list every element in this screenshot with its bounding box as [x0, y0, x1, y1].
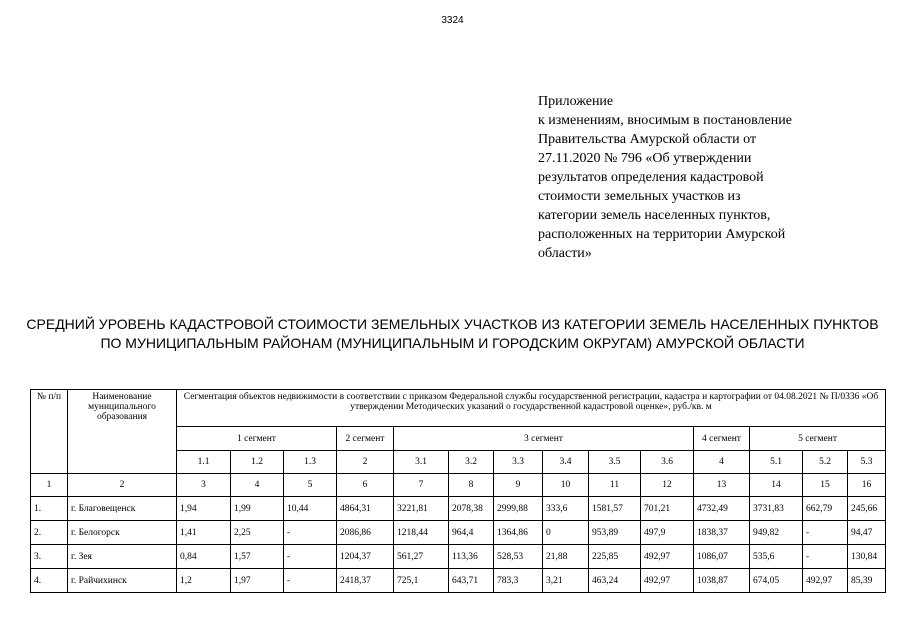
subsegment-3-5: 3.5	[589, 451, 641, 474]
table-cell: 1,94	[177, 497, 231, 521]
table-cell: 1086,07	[694, 545, 750, 569]
table-cell: 2.	[31, 521, 68, 545]
table-cell: 113,36	[449, 545, 494, 569]
table-cell: 3731,83	[750, 497, 803, 521]
table-cell: -	[284, 545, 337, 569]
table-cell: 1,41	[177, 521, 231, 545]
subsegment-1-3: 1.3	[284, 451, 337, 474]
table-cell: 2418,37	[337, 569, 394, 593]
column-number: 7	[394, 474, 449, 497]
column-number: 15	[803, 474, 848, 497]
subsegment-5-3: 5.3	[848, 451, 886, 474]
subsegment-2: 2	[337, 451, 394, 474]
header-row-number: № п/п	[31, 390, 68, 474]
table-cell: 463,24	[589, 569, 641, 593]
table-cell: г. Белогорск	[68, 521, 177, 545]
table-cell: 4.	[31, 569, 68, 593]
table-cell: 10,44	[284, 497, 337, 521]
table-cell: 701,21	[641, 497, 694, 521]
table-cell: 1038,87	[694, 569, 750, 593]
header-segment-5: 5 сегмент	[750, 427, 886, 451]
table-cell: 3.	[31, 545, 68, 569]
table-cell: 245,66	[848, 497, 886, 521]
header-municipality-name: Наименование муниципального образования	[68, 390, 177, 474]
subsegment-3-4: 3.4	[543, 451, 589, 474]
table-cell: 528,53	[494, 545, 543, 569]
table-cell: 4864,31	[337, 497, 394, 521]
column-number: 9	[494, 474, 543, 497]
cadastral-value-table	[30, 389, 886, 593]
table-cell: 2,25	[231, 521, 284, 545]
table-cell: 1,57	[231, 545, 284, 569]
table-cell: 492,97	[803, 569, 848, 593]
column-number: 5	[284, 474, 337, 497]
subsegment-3-6: 3.6	[641, 451, 694, 474]
column-number: 13	[694, 474, 750, 497]
table-cell: 492,97	[641, 545, 694, 569]
header-segment-4: 4 сегмент	[694, 427, 750, 451]
table-cell: 2078,38	[449, 497, 494, 521]
table-cell: 21,88	[543, 545, 589, 569]
table-cell: 492,97	[641, 569, 694, 593]
subsegment-4: 4	[694, 451, 750, 474]
column-number: 4	[231, 474, 284, 497]
table-cell: г. Райчихинск	[68, 569, 177, 593]
table-cell: -	[284, 521, 337, 545]
table-cell: 225,85	[589, 545, 641, 569]
table-cell: 0	[543, 521, 589, 545]
table-cell: 1204,37	[337, 545, 394, 569]
column-numbers-row	[31, 474, 886, 497]
subsegment-5-1: 5.1	[750, 451, 803, 474]
table-cell: 497,9	[641, 521, 694, 545]
column-number: 3	[177, 474, 231, 497]
table-cell: -	[803, 545, 848, 569]
table-cell: 674,05	[750, 569, 803, 593]
column-number: 8	[449, 474, 494, 497]
subsegment-5-2: 5.2	[803, 451, 848, 474]
subsegment-1-2: 1.2	[231, 451, 284, 474]
column-number: 14	[750, 474, 803, 497]
table-cell: г. Благовещенск	[68, 497, 177, 521]
table-cell: 94,47	[848, 521, 886, 545]
subsegment-3-3: 3.3	[494, 451, 543, 474]
table-cell: 2086,86	[337, 521, 394, 545]
column-number: 10	[543, 474, 589, 497]
table-cell: 130,84	[848, 545, 886, 569]
table-cell: -	[284, 569, 337, 593]
table-cell: 949,82	[750, 521, 803, 545]
table-cell: 1,2	[177, 569, 231, 593]
table-cell: 725,1	[394, 569, 449, 593]
subsegment-3-2: 3.2	[449, 451, 494, 474]
table-row	[31, 569, 886, 593]
table-cell: 1364,86	[494, 521, 543, 545]
page-number: 3324	[441, 15, 464, 26]
table-row	[31, 521, 886, 545]
table-cell: 1,99	[231, 497, 284, 521]
table-row	[31, 497, 886, 521]
column-number: 12	[641, 474, 694, 497]
table-cell: 1838,37	[694, 521, 750, 545]
table-cell: 2999,88	[494, 497, 543, 521]
table-cell: г. Зея	[68, 545, 177, 569]
subsegment-3-1: 3.1	[394, 451, 449, 474]
appendix-note: Приложение к изменениям, вносимым в постановление Правительства Амурской области от 27.11.2020 № 796 «Об утверждении результатов определения кадастровой стоимости земельных участков из категории земель населенных пунктов, расположенных на территории Амурской области»	[538, 94, 792, 261]
table-cell: 333,6	[543, 497, 589, 521]
table-cell: 662,79	[803, 497, 848, 521]
column-number: 16	[848, 474, 886, 497]
table-cell: 85,39	[848, 569, 886, 593]
table-row	[31, 545, 886, 569]
header-segmentation: Сегментация объектов недвижимости в соответствии с приказом Федеральной службы государственной регистрации, кадастра и картографии от 04.08.2021 № П/0336 «Об утверждении Методических указаний о государственной кадастровой оценке», руб./кв. м	[177, 390, 886, 427]
header-segment-1: 1 сегмент	[177, 427, 337, 451]
table-cell: 561,27	[394, 545, 449, 569]
table-cell: 3221,81	[394, 497, 449, 521]
table-cell: 1218,44	[394, 521, 449, 545]
table-cell: 953,89	[589, 521, 641, 545]
table-cell: 783,3	[494, 569, 543, 593]
table-cell: 4732,49	[694, 497, 750, 521]
document-title: СРЕДНИЙ УРОВЕНЬ КАДАСТРОВОЙ СТОИМОСТИ ЗЕМЕЛЬНЫХ УЧАСТКОВ ИЗ КАТЕГОРИИ ЗЕМЕЛЬ НАСЕЛЕННЫХ ПУНКТОВ ПО МУНИЦИПАЛЬНЫМ РАЙОНАМ (МУНИЦИПАЛЬНЫМ И ГОРОДСКИМ ОКРУГАМ) АМУРСКОЙ ОБЛАСТИ	[26, 316, 879, 351]
column-number: 2	[68, 474, 177, 497]
table-cell: 3,21	[543, 569, 589, 593]
table-cell: 964,4	[449, 521, 494, 545]
table-cell: 0,84	[177, 545, 231, 569]
column-number: 11	[589, 474, 641, 497]
table-cell: 1581,57	[589, 497, 641, 521]
column-number: 1	[31, 474, 68, 497]
header-segment-3: 3 сегмент	[394, 427, 694, 451]
table-cell: 1,97	[231, 569, 284, 593]
table-cell: 643,71	[449, 569, 494, 593]
table-cell: 535,6	[750, 545, 803, 569]
column-number: 6	[337, 474, 394, 497]
table-cell: 1.	[31, 497, 68, 521]
table-cell: -	[803, 521, 848, 545]
subsegment-1-1: 1.1	[177, 451, 231, 474]
header-segment-2: 2 сегмент	[337, 427, 394, 451]
